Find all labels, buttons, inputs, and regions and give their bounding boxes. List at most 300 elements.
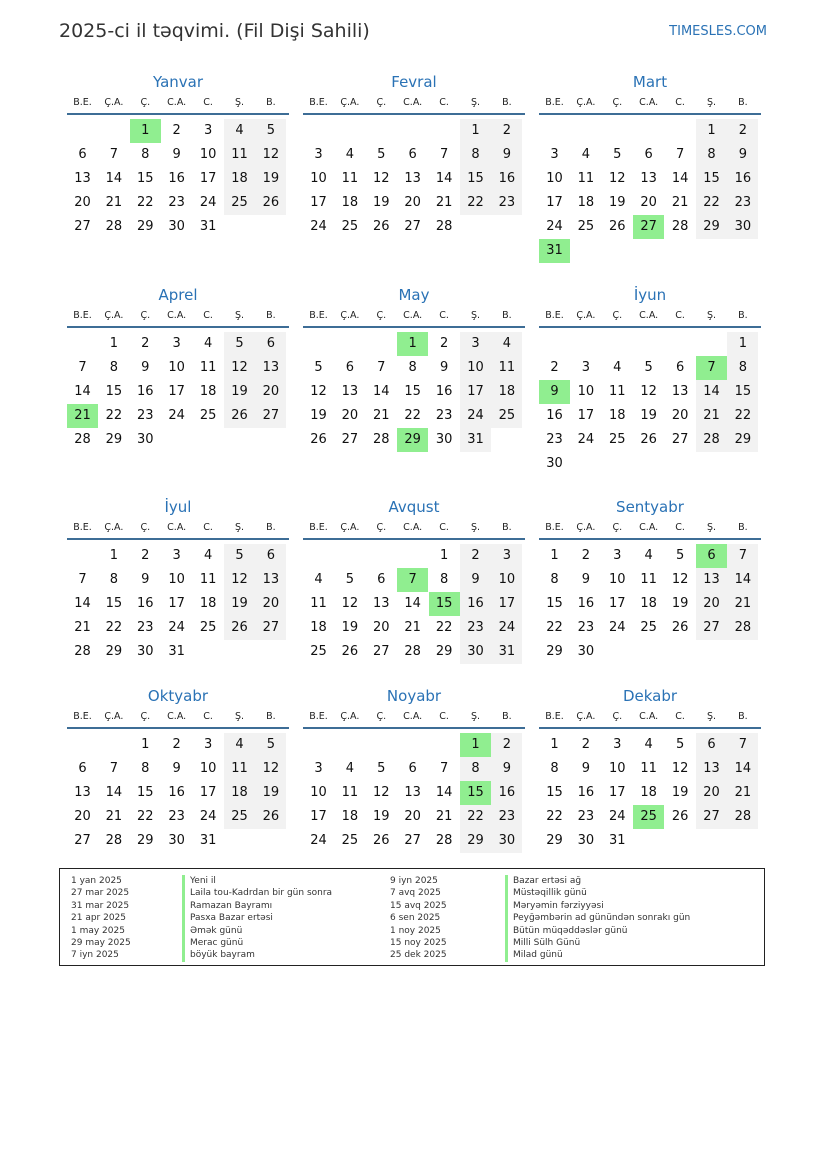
day-cell: 24 <box>310 833 327 848</box>
weekday-header: C.A. <box>167 310 187 321</box>
legend-holiday-name: Merac günü <box>182 937 332 949</box>
day-cell: 20 <box>696 781 727 805</box>
day-cell: 14 <box>696 380 727 404</box>
legend-dates-left <box>71 875 131 962</box>
day-cell: 1 <box>460 119 491 143</box>
day-cell: 31 <box>491 640 522 664</box>
day-cell: 6 <box>377 572 386 587</box>
day-cell: 18 <box>199 596 217 611</box>
day-cell: 30 <box>577 644 595 659</box>
day-cell: 16 <box>727 167 758 191</box>
month-name: May <box>398 286 430 304</box>
day-cell: 17 <box>199 171 217 186</box>
day-cell: 2 <box>172 123 181 138</box>
day-cell: 23 <box>168 195 185 210</box>
day-cell: 21 <box>404 620 421 635</box>
weekday-header: Ş. <box>234 522 245 533</box>
day-cell: 16 <box>137 384 154 399</box>
legend-holiday-date: 1 yan 2025 <box>71 876 122 886</box>
day-cell: 10 <box>168 360 185 375</box>
day-cell: 19 <box>310 408 327 423</box>
day-cell: 19 <box>224 380 255 404</box>
header-rule <box>67 113 289 115</box>
day-cell: 28 <box>105 219 123 234</box>
day-cell: 8 <box>141 761 150 776</box>
day-cell: 27 <box>74 833 91 848</box>
header-rule <box>67 538 289 540</box>
day-cell: 5 <box>314 360 323 375</box>
legend-holiday-name: Bazar ertəsi ağ <box>505 875 690 887</box>
weekday-header: C.A. <box>639 310 659 321</box>
header-rule <box>67 727 289 729</box>
weekday-header: B. <box>266 522 276 533</box>
day-cell: 8 <box>550 572 559 587</box>
legend-dates-right <box>390 875 447 962</box>
header-rule <box>303 538 525 540</box>
header-rule <box>303 727 525 729</box>
day-cell: 1 <box>550 548 559 563</box>
day-cell: 4 <box>203 548 213 563</box>
day-cell: 1 <box>727 332 758 356</box>
legend-holiday-name: Əmək günü <box>182 925 332 937</box>
legend-holiday-date: 15 avq 2025 <box>390 900 447 911</box>
day-cell: 26 <box>373 833 390 848</box>
weekday-header: C.A. <box>639 97 659 108</box>
day-cell: 7 <box>377 360 386 375</box>
day-cell: 13 <box>255 568 286 592</box>
day-cell: 18 <box>310 620 327 635</box>
weekday-header: C. <box>203 522 213 533</box>
day-cell: 20 <box>74 809 91 824</box>
day-cell: 11 <box>199 572 217 587</box>
day-cell: 13 <box>74 171 91 186</box>
day-cell: 3 <box>314 761 323 776</box>
weekday-header: C.A. <box>167 522 187 533</box>
weekday-header: B.E. <box>545 97 564 108</box>
weekday-header: C.A. <box>403 522 423 533</box>
day-cell: 5 <box>675 737 685 752</box>
legend-holiday-date: 25 dek 2025 <box>390 950 447 961</box>
day-cell: 19 <box>671 596 689 611</box>
day-cell: 23 <box>168 809 185 824</box>
day-cell: 27 <box>255 404 286 428</box>
weekday-header: C. <box>675 310 685 321</box>
day-cell: 9 <box>581 761 591 776</box>
day-cell: 26 <box>255 191 286 215</box>
legend-holiday-date: 1 may 2025 <box>71 925 125 936</box>
holiday-legend <box>59 868 765 966</box>
legend-holiday-name: böyük bayram <box>182 949 332 961</box>
day-cell: 17 <box>460 380 491 404</box>
day-cell: 24 <box>609 809 626 824</box>
day-cell: 22 <box>460 805 491 829</box>
legend-names-left <box>182 875 332 962</box>
weekday-header: Ç.A. <box>576 97 596 108</box>
day-cell: 3 <box>613 737 622 752</box>
day-cell: 24 <box>577 432 595 447</box>
day-cell: 9 <box>141 360 150 375</box>
weekday-header: Ç.A. <box>576 522 596 533</box>
day-cell: 16 <box>168 171 185 186</box>
month-4 <box>67 286 289 486</box>
weekday-header: B.E. <box>309 522 328 533</box>
header-rule <box>539 326 761 328</box>
day-cell: 6 <box>78 761 87 776</box>
day-cell: 20 <box>640 195 657 210</box>
day-cell: 6 <box>675 360 685 375</box>
day-cell: 19 <box>255 167 286 191</box>
day-cell: 17 <box>546 195 563 210</box>
legend-holiday-date: 21 apr 2025 <box>71 913 127 924</box>
day-cell: 24 <box>491 616 522 640</box>
day-cell: 26 <box>640 432 657 447</box>
day-cell: 27 <box>404 219 421 234</box>
day-cell: 12 <box>373 171 390 186</box>
weekday-header: C. <box>203 310 213 321</box>
day-cell: 9 <box>581 572 591 587</box>
day-cell: 15 <box>404 384 421 399</box>
day-cell: 10 <box>491 568 522 592</box>
day-cell: 17 <box>199 785 217 800</box>
holiday-day: 27 <box>633 215 664 239</box>
weekday-header: Ş. <box>470 711 481 722</box>
day-cell: 22 <box>696 191 727 215</box>
legend-holiday-date: 29 may 2025 <box>71 937 131 948</box>
month-name: İyun <box>633 286 667 304</box>
weekday-header: Ç. <box>376 97 387 108</box>
day-cell: 2 <box>460 544 491 568</box>
day-cell: 10 <box>310 171 327 186</box>
day-cell: 30 <box>460 640 491 664</box>
legend-holiday-name: Milli Sülh Günü <box>505 937 690 949</box>
weekday-header: Ç.A. <box>340 522 360 533</box>
day-cell: 24 <box>168 408 185 423</box>
day-cell: 26 <box>671 620 689 635</box>
day-cell: 22 <box>435 620 453 635</box>
day-cell: 8 <box>696 143 727 167</box>
header-rule <box>539 538 761 540</box>
weekday-header: Ç. <box>140 97 151 108</box>
day-cell: 14 <box>373 384 390 399</box>
legend-holiday-name: Laila tou-Kadrdan bir gün sonra <box>182 887 332 899</box>
day-cell: 25 <box>609 432 626 447</box>
weekday-header: Ç.A. <box>104 310 124 321</box>
header-rule <box>539 727 761 729</box>
weekday-header: B. <box>502 711 512 722</box>
day-cell: 5 <box>644 360 653 375</box>
weekday-header: Ç. <box>612 97 623 108</box>
day-cell: 20 <box>404 809 421 824</box>
weekday-header: B. <box>266 310 276 321</box>
weekday-header: Ç. <box>612 522 623 533</box>
day-cell: 27 <box>696 805 727 829</box>
header-rule <box>303 326 525 328</box>
weekday-header: C. <box>203 97 213 108</box>
day-cell: 11 <box>199 360 217 375</box>
day-cell: 9 <box>141 572 150 587</box>
weekday-header: Ç.A. <box>104 711 124 722</box>
day-cell: 28 <box>696 428 727 452</box>
month-3 <box>539 73 761 273</box>
day-cell: 1 <box>696 119 727 143</box>
day-cell: 31 <box>609 833 626 848</box>
day-cell: 28 <box>671 219 689 234</box>
day-cell: 14 <box>74 596 91 611</box>
day-cell: 22 <box>404 408 421 423</box>
day-cell: 25 <box>310 644 327 659</box>
day-cell: 25 <box>640 620 657 635</box>
day-cell: 8 <box>550 761 559 776</box>
weekday-header: Ç. <box>376 522 387 533</box>
legend-holiday-name: Milad günü <box>505 949 690 961</box>
day-cell: 25 <box>224 191 255 215</box>
holiday-day: 1 <box>397 332 428 356</box>
day-cell: 1 <box>550 737 559 752</box>
day-cell: 26 <box>224 616 255 640</box>
weekday-header: Ş. <box>706 522 717 533</box>
weekday-header: B.E. <box>545 711 564 722</box>
day-cell: 28 <box>404 644 421 659</box>
day-cell: 10 <box>168 572 185 587</box>
day-cell: 19 <box>341 620 359 635</box>
weekday-header: B. <box>502 310 512 321</box>
day-cell: 22 <box>137 195 154 210</box>
weekday-header: B.E. <box>73 97 92 108</box>
day-cell: 28 <box>74 644 91 659</box>
legend-holiday-date: 1 noy 2025 <box>390 925 441 936</box>
day-cell: 15 <box>137 171 154 186</box>
day-cell: 2 <box>550 360 559 375</box>
weekday-header: Ç.A. <box>576 711 596 722</box>
weekday-header: C. <box>439 97 449 108</box>
day-cell: 18 <box>224 781 255 805</box>
day-cell: 23 <box>435 408 453 423</box>
day-cell: 14 <box>404 596 421 611</box>
month-name: Fevral <box>391 73 437 91</box>
day-cell: 12 <box>671 572 689 587</box>
day-cell: 13 <box>341 384 359 399</box>
day-cell: 19 <box>373 809 390 824</box>
month-9 <box>539 498 761 698</box>
holiday-day: 21 <box>67 404 98 428</box>
legend-holiday-date: 7 iyn 2025 <box>71 950 119 961</box>
weekday-header: B.E. <box>73 522 92 533</box>
day-cell: 4 <box>203 336 213 351</box>
day-cell: 4 <box>644 737 653 752</box>
day-cell: 7 <box>727 733 758 757</box>
weekday-header: Ç. <box>612 310 623 321</box>
month-8 <box>303 498 525 698</box>
day-cell: 26 <box>224 404 255 428</box>
day-cell: 25 <box>341 833 359 848</box>
day-cell: 16 <box>168 785 185 800</box>
day-cell: 7 <box>675 147 685 162</box>
day-cell: 29 <box>546 833 563 848</box>
weekday-header: B.E. <box>309 711 328 722</box>
day-cell: 23 <box>137 408 154 423</box>
day-cell: 23 <box>491 191 522 215</box>
day-cell: 12 <box>255 143 286 167</box>
day-cell: 19 <box>255 781 286 805</box>
brand-link[interactable]: TIMESLES.COM <box>669 24 767 39</box>
day-cell: 14 <box>435 785 453 800</box>
holiday-day: 29 <box>397 428 428 452</box>
holiday-day: 1 <box>130 119 161 143</box>
day-cell: 20 <box>341 408 359 423</box>
day-cell: 21 <box>74 620 91 635</box>
day-cell: 8 <box>460 757 491 781</box>
month-12 <box>539 687 761 887</box>
day-cell: 4 <box>224 119 255 143</box>
day-cell: 30 <box>727 215 758 239</box>
month-11 <box>303 687 525 887</box>
day-cell: 6 <box>408 761 417 776</box>
day-cell: 27 <box>671 432 689 447</box>
day-cell: 3 <box>581 360 591 375</box>
day-cell: 11 <box>609 384 626 399</box>
weekday-header: Ç.A. <box>340 711 360 722</box>
holiday-day: 1 <box>460 733 491 757</box>
day-cell: 19 <box>373 195 390 210</box>
day-cell: 16 <box>577 596 595 611</box>
day-cell: 5 <box>345 572 355 587</box>
weekday-header: C.A. <box>403 711 423 722</box>
day-cell: 30 <box>577 833 595 848</box>
day-cell: 25 <box>577 219 595 234</box>
day-cell: 23 <box>137 620 154 635</box>
page-title: 2025-ci il təqvimi. (Fil Dişi Sahili) <box>59 20 370 42</box>
weekday-header: C. <box>439 711 449 722</box>
holiday-day: 6 <box>696 544 727 568</box>
day-cell: 16 <box>491 781 522 805</box>
day-cell: 6 <box>255 544 286 568</box>
day-cell: 2 <box>439 336 449 351</box>
day-cell: 21 <box>696 404 727 428</box>
day-cell: 8 <box>439 572 449 587</box>
day-cell: 29 <box>696 215 727 239</box>
day-cell: 23 <box>577 620 595 635</box>
legend-holiday-name: Müstəqillik günü <box>505 887 690 899</box>
day-cell: 21 <box>105 809 123 824</box>
legend-holiday-name: Məryəmin fərziyyəsi <box>505 900 690 912</box>
weekday-header: Ç.A. <box>576 310 596 321</box>
weekday-header: B.E. <box>309 310 328 321</box>
weekday-header: Ç.A. <box>340 97 360 108</box>
day-cell: 10 <box>310 785 327 800</box>
legend-holiday-name: Bütün müqəddəslər günü <box>505 925 690 937</box>
day-cell: 13 <box>404 171 421 186</box>
day-cell: 18 <box>640 596 657 611</box>
day-cell: 1 <box>109 336 119 351</box>
day-cell: 18 <box>224 167 255 191</box>
weekday-header: B. <box>738 310 748 321</box>
day-cell: 12 <box>341 596 359 611</box>
day-cell: 7 <box>439 761 449 776</box>
day-cell: 14 <box>435 171 453 186</box>
weekday-header: B. <box>738 97 748 108</box>
day-cell: 3 <box>491 544 522 568</box>
day-cell: 17 <box>609 785 626 800</box>
day-cell: 19 <box>671 785 689 800</box>
weekday-header: Ş. <box>234 310 245 321</box>
holiday-day: 31 <box>539 239 570 263</box>
weekday-header: Ç. <box>376 310 387 321</box>
day-cell: 29 <box>137 833 154 848</box>
weekday-header: Ç. <box>140 310 151 321</box>
day-cell: 24 <box>199 809 217 824</box>
day-cell: 21 <box>105 195 123 210</box>
day-cell: 4 <box>345 147 355 162</box>
weekday-header: C.A. <box>403 97 423 108</box>
day-cell: 10 <box>546 171 563 186</box>
weekday-header: Ş. <box>706 711 717 722</box>
legend-holiday-date: 15 noy 2025 <box>390 937 447 948</box>
month-10 <box>67 687 289 887</box>
day-cell: 14 <box>105 171 123 186</box>
day-cell: 4 <box>644 548 653 563</box>
holiday-day: 7 <box>696 356 727 380</box>
day-cell: 18 <box>609 408 626 423</box>
day-cell: 11 <box>310 596 327 611</box>
day-cell: 17 <box>310 809 327 824</box>
day-cell: 23 <box>491 805 522 829</box>
holiday-day: 7 <box>397 568 428 592</box>
weekday-header: C. <box>675 97 685 108</box>
day-cell: 2 <box>491 119 522 143</box>
day-cell: 12 <box>224 356 255 380</box>
day-cell: 17 <box>609 596 626 611</box>
day-cell: 21 <box>435 809 453 824</box>
day-cell: 11 <box>640 572 657 587</box>
day-cell: 4 <box>314 572 323 587</box>
day-cell: 7 <box>78 360 87 375</box>
day-cell: 17 <box>491 592 522 616</box>
day-cell: 2 <box>727 119 758 143</box>
weekday-header: C. <box>203 711 213 722</box>
day-cell: 6 <box>408 147 417 162</box>
day-cell: 5 <box>224 544 255 568</box>
day-cell: 21 <box>727 592 758 616</box>
day-cell: 17 <box>577 408 595 423</box>
legend-holiday-date: 6 sen 2025 <box>390 913 441 924</box>
day-cell: 8 <box>109 572 119 587</box>
weekday-header: Ç. <box>140 522 151 533</box>
day-cell: 10 <box>609 761 626 776</box>
day-cell: 13 <box>404 785 421 800</box>
day-cell: 5 <box>613 147 622 162</box>
day-cell: 16 <box>577 785 595 800</box>
month-name: Avqust <box>388 498 440 516</box>
month-name: Aprel <box>158 286 198 304</box>
day-cell: 10 <box>609 572 626 587</box>
day-cell: 9 <box>439 360 449 375</box>
day-cell: 27 <box>255 616 286 640</box>
day-cell: 3 <box>172 548 181 563</box>
day-cell: 20 <box>74 195 91 210</box>
day-cell: 18 <box>341 195 359 210</box>
day-cell: 5 <box>224 332 255 356</box>
day-cell: 10 <box>577 384 595 399</box>
day-cell: 11 <box>491 356 522 380</box>
day-cell: 15 <box>105 384 123 399</box>
day-cell: 16 <box>435 384 453 399</box>
month-7 <box>67 498 289 698</box>
legend-holiday-date: 31 mar 2025 <box>71 900 130 911</box>
day-cell: 13 <box>671 384 689 399</box>
weekday-header: C.A. <box>167 711 187 722</box>
day-cell: 2 <box>581 548 591 563</box>
day-cell: 19 <box>609 195 626 210</box>
